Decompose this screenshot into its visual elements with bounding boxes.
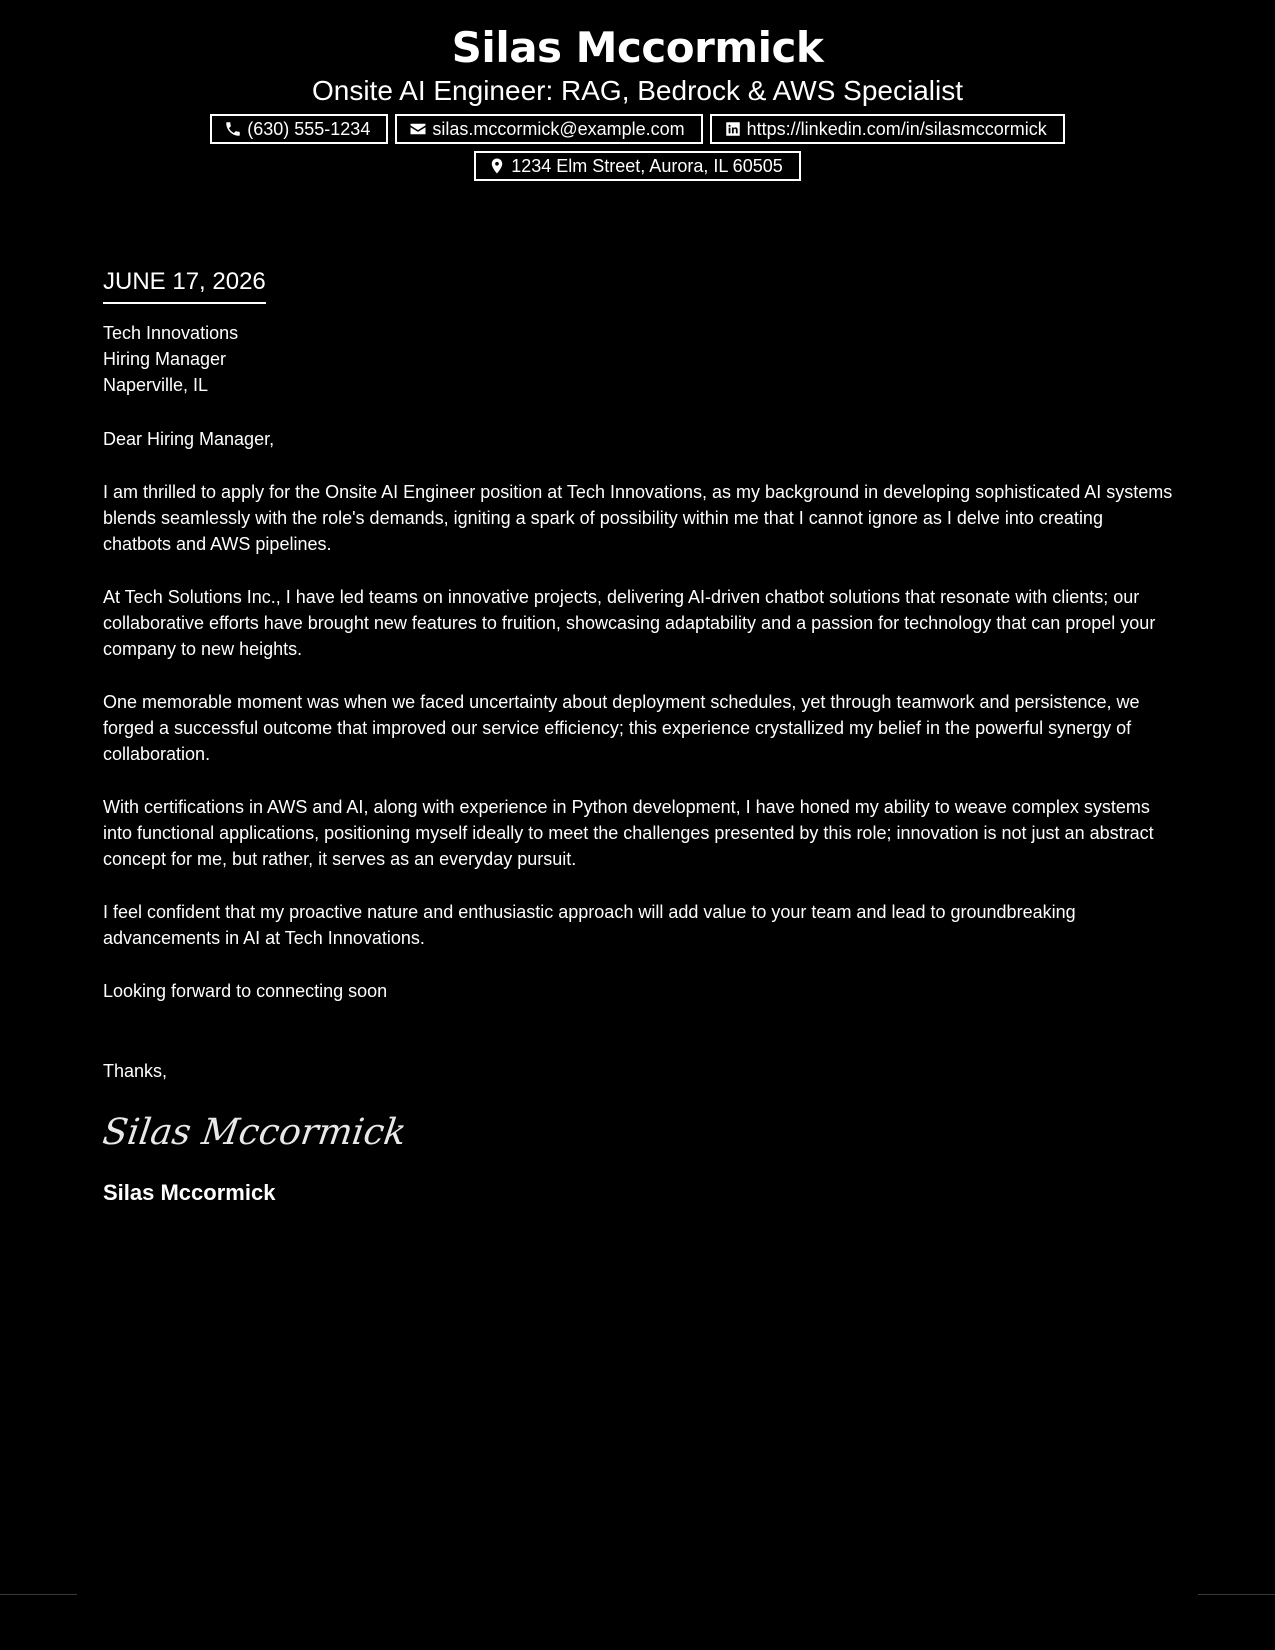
contact-email[interactable] [395, 114, 702, 144]
paragraph-1: I am thrilled to apply for the Onsite AI Engineer position at Tech Innovations, as my background in developing sophisticated AI systems blends seamlessly with the role's demands, igniting a spark of possibility within me that I cannot ignore as I delve into creating chatbots and AWS pipelines. [103, 482, 1173, 554]
paragraph-4: With certifications in AWS and AI, along with experience in Python development, I have honed my ability to weave complex systems into functional applications, positioning myself ideally to meet the challenges presented by this role; innovation is not just an abstract concept for me, but rather, it serves as an everyday pursuit. [103, 797, 1154, 869]
handwritten-signature: Silas Mccormick [100, 1112, 409, 1153]
map-pin-icon [488, 157, 506, 175]
contact-phone[interactable] [210, 114, 388, 144]
closing-line: Looking forward to connecting soon [103, 981, 388, 1001]
applicant-title: Onsite AI Engineer: RAG, Bedrock & AWS Specialist [311, 75, 964, 106]
phone-icon [224, 120, 242, 138]
applicant-name: Silas Mccormick [451, 23, 824, 72]
letterhead [0, 20, 1275, 181]
salutation: Dear Hiring Manager, [103, 429, 275, 449]
letter-body [100, 266, 1173, 1208]
recipient-block [103, 320, 1173, 398]
linkedin-icon [724, 120, 742, 138]
contact-bar [178, 114, 1098, 181]
email-address: silas.mccormick@example.com [432, 119, 685, 139]
recipient-role: Hiring Manager [103, 349, 227, 369]
linkedin-url: https://linkedin.com/in/silasmccormick [746, 119, 1047, 139]
footer-divider-left [0, 1594, 77, 1595]
footer-divider-right [1198, 1594, 1275, 1595]
letter-date: JUNE 17, 2026 [103, 266, 266, 304]
contact-address [474, 151, 801, 181]
street-address: 1234 Elm Street, Aurora, IL 60505 [511, 156, 783, 176]
phone-number: (630) 555-1234 [247, 119, 371, 139]
paragraph-5: I feel confident that my proactive nature and enthusiastic approach will add value to your team and lead to groundbreaking advancements in AI at Tech Innovations. [103, 902, 1076, 948]
contact-linkedin[interactable] [710, 114, 1065, 144]
sign-off: Thanks, [103, 1061, 168, 1081]
recipient-location: Naperville, IL [103, 375, 209, 395]
paragraph-3: One memorable moment was when we faced uncertainty about deployment schedules, yet through teamwork and persistence, we forged a successful outcome that improved our service efficiency; this experience crystallized my belief in the powerful synergy of collaboration. [103, 692, 1140, 764]
paragraph-2: At Tech Solutions Inc., I have led teams on innovative projects, delivering AI-driven chatbot solutions that resonate with clients; our collaborative efforts have brought new features to fruition, showcasing adaptability and a passion for technology that can propel your company to new heights. [103, 587, 1156, 659]
envelope-icon [409, 120, 427, 138]
signature-name: Silas Mccormick [103, 1180, 276, 1205]
recipient-company: Tech Innovations [103, 323, 239, 343]
